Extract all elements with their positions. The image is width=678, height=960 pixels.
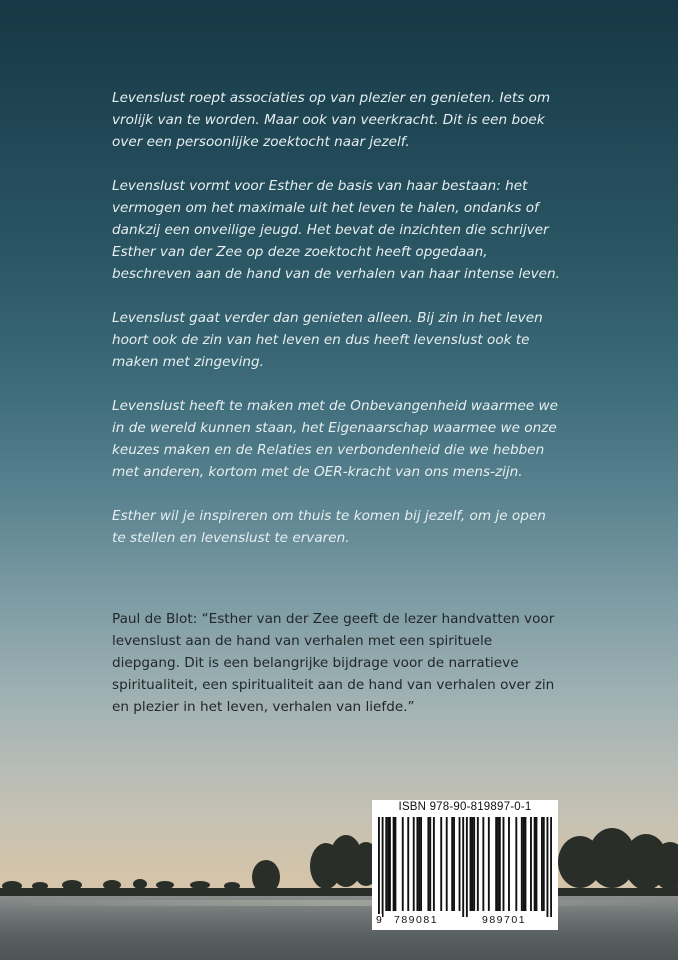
barcode-bar [525, 817, 527, 911]
barcode-bar [433, 817, 435, 911]
barcode-bar [515, 817, 517, 911]
barcode-bar [530, 817, 532, 911]
barcode-bar [541, 817, 543, 911]
endorsement-quote: Paul de Blot: “Esther van der Zee geeft de lezer handvatten voor levenslust aan de hand van verhalen met een spirituele diepgang. Dit is een belangrijke bijdrage voor de narratieve spiritualiteit, een spiritualiteit aan de hand van verhalen over zin en plezier in het leven, verhalen van liefde.” [112, 611, 555, 715]
barcode-bar [477, 817, 479, 911]
barcode-bar [523, 817, 525, 911]
barcode-bar [420, 817, 422, 911]
ean-first-digit: 9 [376, 914, 382, 926]
blurb-paragraph: Levenslust vormt voor Esther de basis van haar bestaan: het vermogen om het maximale uit het leven te halen, ondanks of dankzij een onveilige jeugd. Het bevat de inzichten die schrijver Esther van der Zee op deze zoektocht heeft opgedaan, beschreven aan de hand van de verhalen van haar intense leven. [112, 178, 560, 282]
isbn-label: ISBN 978-90-819897-0-1 [398, 801, 532, 813]
blurb-paragraph: Esther wil je inspireren om thuis te komen bij jezelf, om je open te stellen en levenslust te ervaren. [112, 508, 546, 546]
ean-right-digits: 989701 [482, 914, 527, 926]
barcode-bar [427, 817, 429, 911]
ean-left-digits: 789081 [394, 914, 439, 926]
barcode-bars [378, 817, 552, 917]
barcode-guard-bar [466, 817, 468, 917]
barcode-bar [471, 817, 473, 911]
barcode-bar [459, 817, 461, 911]
barcode-bar [534, 817, 536, 911]
barcode-bar [488, 817, 490, 911]
barcode-bar [389, 817, 391, 911]
barcode-bar [499, 817, 501, 911]
barcode-bar [536, 817, 538, 911]
barcode-bar [451, 817, 453, 911]
blurb-paragraph: Levenslust heeft te maken met de Onbevangenheid waarmee we in de wereld kunnen staan, het Eigenaarschap waarmee we onze keuzes maken en de Relaties en verbondenheid die we hebben met anderen, kortom met de OER-kracht van ons mens-zijn. [112, 398, 559, 480]
barcode-bar [521, 817, 523, 911]
water-reflection [0, 900, 678, 906]
barcode-guard-bar [550, 817, 552, 917]
barcode-bar [508, 817, 510, 911]
barcode-guard-bar [547, 817, 549, 917]
barcode-bar [495, 817, 497, 911]
barcode-bar [407, 817, 409, 911]
isbn-barcode [372, 800, 558, 930]
barcode-bar [416, 817, 418, 911]
barcode-bar [385, 817, 387, 911]
blurb-paragraph: Levenslust roept associaties op van plezier en genieten. Iets om vrolijk van te worden. Maar ook van veerkracht. Dit is een boek over een persoonlijke zoektocht naar jezelf. [112, 90, 551, 150]
barcode-guard-bar [462, 817, 464, 917]
barcode-bar [497, 817, 499, 911]
barcode-bar [446, 817, 448, 911]
barcode-bar [440, 817, 442, 911]
barcode-guard-bar [382, 817, 384, 917]
barcode-bar [503, 817, 505, 911]
barcode-bar [429, 817, 431, 911]
barcode-bar [482, 817, 484, 911]
barcode-bar [470, 817, 472, 911]
barcode-bar [402, 817, 404, 911]
barcode-bar [393, 817, 395, 911]
barcode-bar [394, 817, 396, 911]
barcode-bar [543, 817, 545, 911]
barcode-guard-bar [378, 817, 380, 917]
barcode-bar [413, 817, 415, 911]
barcode-bar [473, 817, 475, 911]
blurb-paragraph: Levenslust gaat verder dan genieten alleen. Bij zin in het leven hoort ook de zin van het leven en dus heeft levenslust ook te maken met zingeving. [112, 310, 543, 370]
endorsement-block [112, 608, 562, 718]
barcode-bar [387, 817, 389, 911]
blurb-text [112, 87, 562, 571]
barcode-bar [453, 817, 455, 911]
barcode-bar [418, 817, 420, 911]
